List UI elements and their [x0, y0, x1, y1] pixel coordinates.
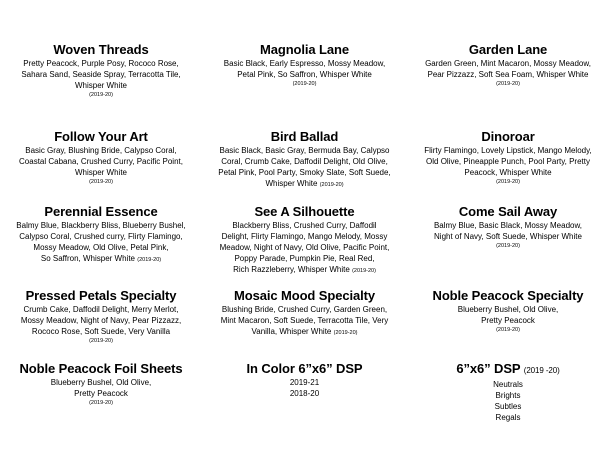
year-label: (2019-20): [352, 268, 376, 274]
color-list: Pretty Peacock, Purple Posy, Rococo Rose, Sahara Sand, Seaside Spray, Terracotta Tile, Whisper White: [21, 59, 181, 90]
year-list: 2019-21 2018-20: [289, 378, 320, 398]
card-title: Woven Threads: [53, 42, 149, 57]
card-follow-your-art: [10, 129, 192, 187]
card-title: Follow Your Art: [54, 129, 148, 144]
card-in-color-dsp: [207, 361, 402, 399]
card-come-sail-away: [412, 204, 604, 251]
year-label: (2019-20): [319, 182, 344, 188]
card-perennial-essence: [10, 204, 192, 266]
card-title: Pressed Petals Specialty: [25, 288, 177, 303]
card-title: Garden Lane: [468, 42, 548, 57]
card-title: Come Sail Away: [458, 204, 558, 219]
card-dinoroar: [412, 129, 604, 187]
category-list: Neutrals Brights Subtles Regals: [493, 380, 523, 422]
color-list: Flirty Flamingo, Lovely Lipstick, Mango Melody, Old Olive, Pineapple Punch, Pool Party, Pretty Peacock, Whisper White: [424, 146, 592, 177]
color-list: Crumb Cake, Daffodil Delight, Merry Merlot, Mossy Meadow, Night of Navy, Pear Pizzazz, Rococo Rose, Soft Suede, Very Vanilla: [20, 305, 182, 336]
card-magnolia-lane: [207, 42, 402, 89]
card-title: Mosaic Mood Specialty: [234, 288, 375, 303]
year-label: (2019-20): [496, 243, 520, 249]
card-title: Perennial Essence: [44, 204, 158, 219]
card-title: Dinoroar: [481, 129, 535, 144]
color-list: Blueberry Bushel, Old Olive, Pretty Peacock: [457, 305, 559, 325]
year-label: (2019-20): [89, 400, 113, 406]
card-mosaic-mood-specialty: [207, 288, 402, 339]
card-title: Noble Peacock Specialty: [432, 288, 584, 303]
card-title: 6”x6” DSP (2019 -20): [456, 361, 560, 376]
color-list: Blueberry Bushel, Old Olive, Pretty Peacock: [50, 378, 152, 398]
year-label: (2019 -20): [523, 366, 560, 375]
year-label: (2019-20): [292, 81, 317, 87]
year-label: (2019-20): [496, 327, 520, 333]
card-title: Magnolia Lane: [260, 42, 349, 57]
color-list: Blushing Bride, Crushed Curry, Garden Green, Mint Macaron, Soft Suede, Terracotta Tile, Very Vanilla, Whisper White (2019-20): [220, 305, 389, 336]
year-label: (2019-20): [496, 179, 520, 185]
card-garden-lane: [412, 42, 604, 89]
card-title: See A Silhouette: [254, 204, 355, 219]
year-label: (2019-20): [89, 92, 113, 98]
color-list: Basic Gray, Blushing Bride, Calypso Coral, Coastal Cabana, Crushed Curry, Pacific Point, Whisper White: [19, 146, 183, 177]
card-6x6-dsp: [412, 361, 604, 423]
card-title: Bird Ballad: [270, 129, 339, 144]
color-list: Garden Green, Mint Macaron, Mossy Meadow, Pear Pizzazz, Soft Sea Foam, Whisper White: [425, 59, 591, 79]
card-title: Noble Peacock Foil Sheets: [19, 361, 183, 376]
card-noble-peacock-specialty: [412, 288, 604, 335]
color-list: Blackberry Bliss, Crushed Curry, Daffodil Delight, Flirty Flamingo, Mango Melody, Mossy Meadow, Night of Navy, Old Olive, Pacific Point, Poppy Parade, Pumpkin Pie, Real Red, Rich Razzleberry, Whisper White (2019-20): [219, 221, 390, 274]
color-list: Basic Black, Basic Gray, Bermuda Bay, Calypso Coral, Crumb Cake, Daffodil Delight, Old Olive, Petal Pink, Pool Party, Smoky Slate, Soft Suede, Whisper White (2019-20): [218, 146, 391, 188]
year-label: (2019-20): [496, 81, 520, 87]
card-pressed-petals-specialty: [10, 288, 192, 346]
color-list: Basic Black, Early Espresso, Mossy Meadow, Petal Pink, So Saffron, Whisper White: [223, 59, 386, 79]
card-title: In Color 6”x6” DSP: [246, 361, 363, 376]
card-bird-ballad: [207, 129, 402, 191]
year-label: (2019-20): [333, 330, 358, 336]
color-list: Balmy Blue, Blackberry Bliss, Blueberry Bushel, Calypso Coral, Crushed curry, Flirty Flamingo, Mossy Meadow, Old Olive, Petal Pink, So Saffron, Whisper White (2019-20): [16, 221, 186, 263]
color-list: Balmy Blue, Basic Black, Mossy Meadow, Night of Navy, Soft Suede, Whisper White: [433, 221, 583, 241]
card-see-a-silhouette: [207, 204, 402, 277]
card-noble-peacock-foil-sheets: [10, 361, 192, 408]
year-label: (2019-20): [137, 257, 162, 263]
card-woven-threads: [10, 42, 192, 100]
year-label: (2019-20): [89, 179, 113, 185]
year-label: (2019-20): [89, 338, 113, 344]
